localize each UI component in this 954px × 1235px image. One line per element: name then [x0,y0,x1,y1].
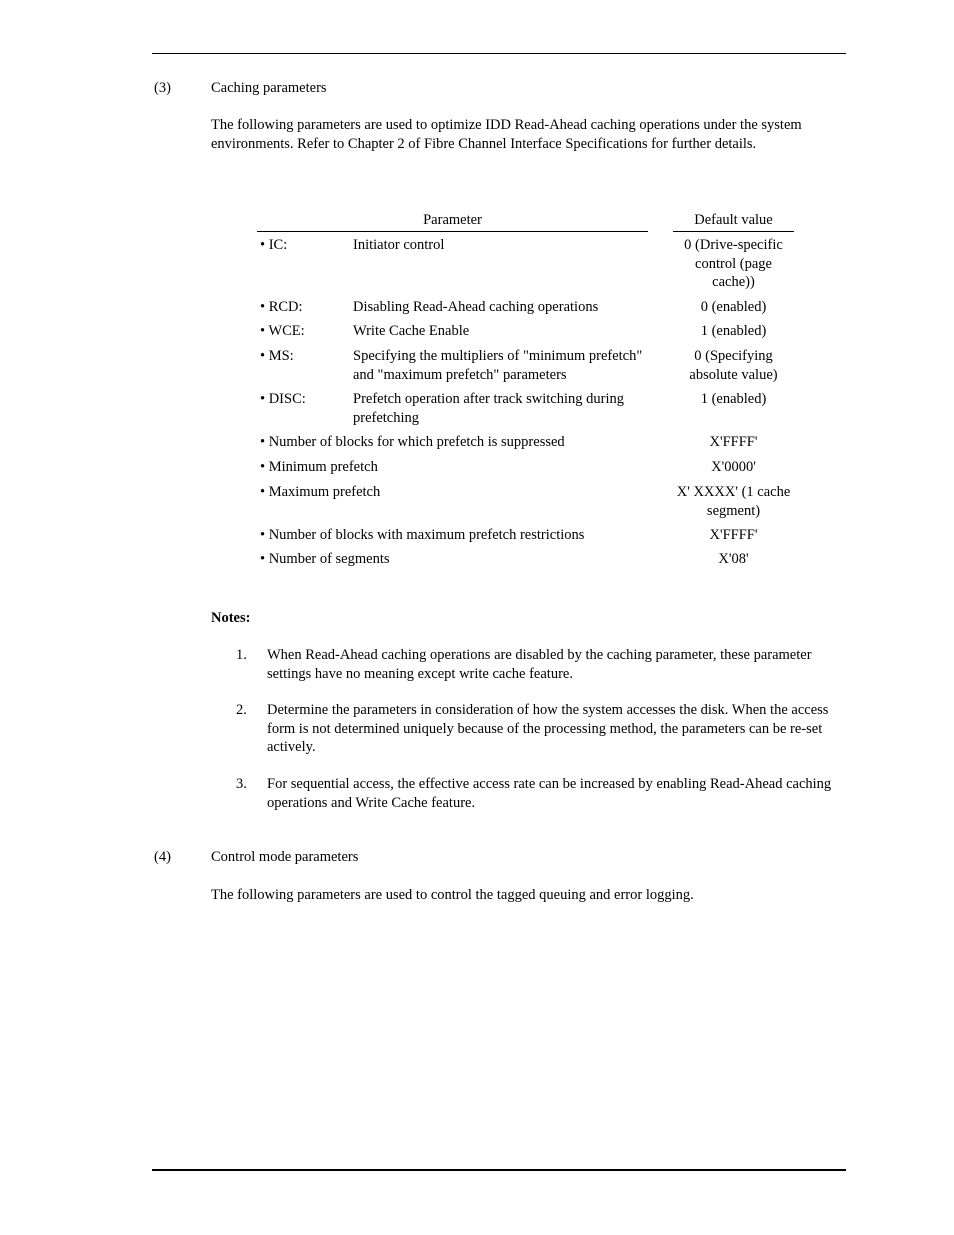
param-name: • Maximum prefetch [260,484,381,500]
param-code: • MS: [260,348,294,364]
param-name: • Minimum prefetch [260,459,378,475]
note-number: 3. [236,776,247,792]
param-description: Prefetch operation after track switching during prefetching [353,391,624,426]
section-title: Control mode parameters [211,849,359,865]
param-default: X'FFFF' [709,434,758,450]
footer-rule [152,1169,846,1171]
param-code: • IC: [260,237,288,253]
param-code: • DISC: [260,391,306,407]
param-name: • Number of blocks for which prefetch is suppressed [260,434,565,450]
section-intro: The following parameters are used to optimize IDD Read-Ahead caching operations under the system environments. Refer to Chapter 2 of Fibre Channel Interface Specifications for further details. [211,117,802,152]
param-name: • Number of blocks with maximum prefetch restrictions [260,527,585,543]
section-title: Caching parameters [211,80,327,96]
section-intro: The following parameters are used to control the tagged queuing and error logging. [211,887,694,903]
table-header-default: Default value [673,211,794,232]
param-description: Specifying the multipliers of "minimum prefetch" and "maximum prefetch" parameters [353,348,643,383]
param-default: 1 (enabled) [700,323,767,339]
param-description: Disabling Read-Ahead caching operations [353,299,599,315]
param-default: X'08' [718,551,749,567]
param-default: X'FFFF' [709,527,758,543]
section-number: (4) [154,849,171,865]
param-description: Initiator control [353,237,445,253]
header-rule [152,53,846,54]
note-number: 2. [236,702,247,718]
param-default: 1 (enabled) [700,391,767,407]
param-default: 0 (enabled) [700,299,767,315]
note-text: For sequential access, the effective access rate can be increased by enabling Read-Ahead caching operations and Write Cache feature. [267,776,832,811]
param-default: 0 (Specifying absolute value) [689,348,778,383]
param-default: 0 (Drive-specific control (page cache)) [684,237,783,290]
param-code: • RCD: [260,299,303,315]
note-number: 1. [236,647,247,663]
param-description: Write Cache Enable [353,323,470,339]
table-header-parameter: Parameter [257,211,648,232]
param-name: • Number of segments [260,551,390,567]
notes-label: Notes: [211,610,251,626]
param-code: • WCE: [260,323,305,339]
note-text: Determine the parameters in consideration of how the system accesses the disk. When the access form is not determined uniquely because of the processing method, the parameters can be re-set actively. [267,702,829,755]
section-number: (3) [154,80,171,96]
param-default: X'0000' [711,459,756,475]
note-text: When Read-Ahead caching operations are disabled by the caching parameter, these parameter settings have no meaning except write cache feature. [267,647,812,682]
param-default: X' XXXX' (1 cache segment) [676,484,791,519]
